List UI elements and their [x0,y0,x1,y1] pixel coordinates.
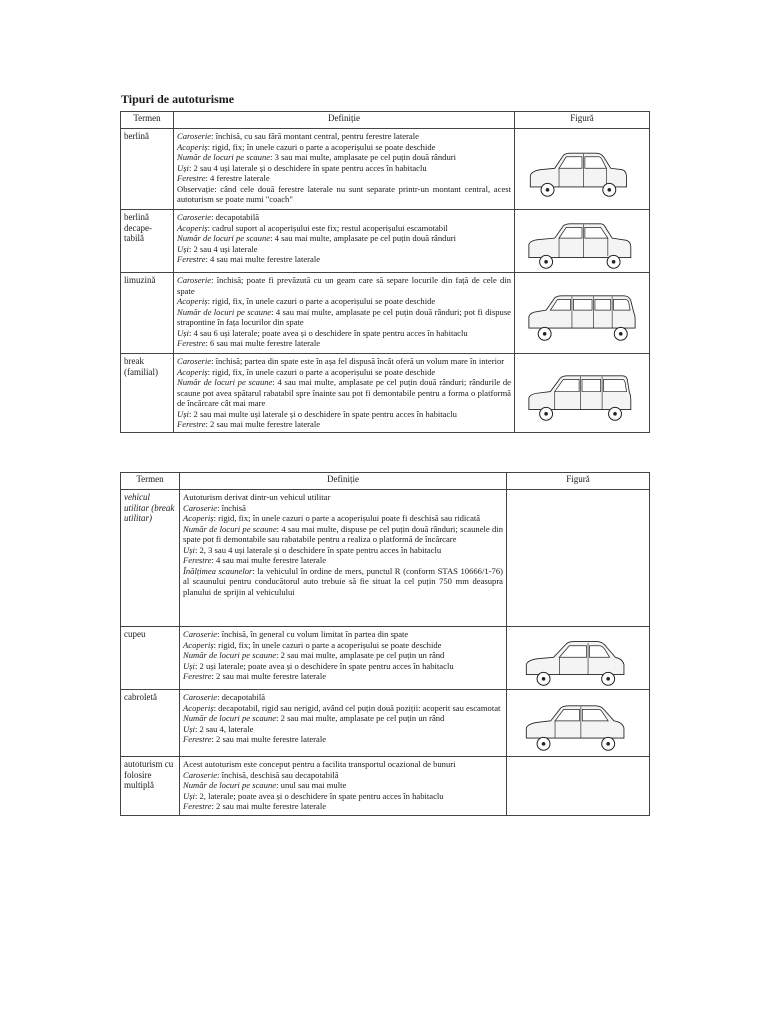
definition-text: cadrul suport al acoperișului este fix; restul acoperișului escamotabil [212,222,448,233]
definition-label: Uși [177,408,189,419]
definition-text: 4 sau 6 uși laterale; poate avea și o deschidere în spate pentru acces în habitaclu [193,327,468,338]
definition-text: închisă, în general cu volum limitat în partea din spate [221,629,409,639]
definition-label: Uși [177,162,189,173]
definition-line: Acoperiș: rigid, fix, în unele cazuri o parte a acoperișului se poate deschide [177,366,436,377]
definition-text: Observație: când cele două ferestre laterale nu sunt separate printr-un montant central, acest autoturism se poate numi "coach" [177,183,511,204]
definition-label: Înălțimea scaunelor [183,565,253,576]
definition-text: 2 sau 4, laterale [199,723,254,734]
definition-label: Acoperiș [177,222,208,233]
definition-line: Ferestre: 2 sau mai multe ferestre laterale [183,734,327,744]
limousine-icon [526,282,638,344]
definition-line: Uși: 2 sau 4 uși laterale și o deschidere în spate pentru acces în habitaclu [177,162,427,173]
definition-text: 2, laterale; poate avea și o deschidere în spate pentru acces în habitaclu [199,790,444,801]
table-2-body [121,490,650,816]
definition-label: Ferestre [177,254,206,264]
definition-cell [180,627,507,690]
definition-line: Uși: 2 sau mai multe uși laterale și o deschidere în spate pentru acces în habitaclu [177,408,457,419]
table-header-row [121,112,650,129]
definition-line: Acoperiș: rigid, fix; în unele cazuri o parte a acoperișului poate fi deschisă sau ridicată [183,513,481,523]
definition-line: Uși: 2 sau 4, laterale [183,723,254,734]
definition-label: Ferestre [183,555,212,565]
definition-text: 2, 3 sau 4 uși laterale și o deschidere în spate pentru acces în habitaclu [199,544,442,555]
definition-cell [180,757,507,816]
term-cell: autoturism cu folosire multiplă [121,757,180,816]
sedan-car-icon [526,138,638,200]
definition-line [177,184,511,205]
figure-cell [507,757,650,816]
definition-text: Acest autoturism este conceput pentru a facilita transportul ocazional de bunuri [183,759,456,769]
definition-text: 2 sau mai multe ferestre laterale [216,671,327,681]
definition-line: Număr de locuri pe scaune: 2 sau mai multe, amplasate pe cel puțin un rând [183,650,445,660]
table-row [121,490,650,627]
definition-line: Caroserie: închisă, cu sau fără montant central, pentru ferestre laterale [177,131,419,141]
definition-label: Acoperiș [183,639,214,650]
definition-text: rigid, fix, în unele cazuri o parte a acoperișului se poate deschide [212,366,436,377]
definition-label: Număr de locuri pe scaune [183,713,277,723]
definition-label: Uși [183,790,195,801]
definition-text: 2 sau mai multe ferestre laterale [210,419,321,429]
definition-cell [174,210,515,273]
definition-line: Acoperiș: rigid, fix; în unele cazuri o parte a acoperișului se poate deschide [177,141,436,152]
definition-text: rigid, fix, în unele cazuri o parte a acoperișului se poate deschide [212,296,436,306]
definition-text: rigid, fix; în unele cazuri o parte a acoperișului se poate deschide [218,639,442,650]
definition-text: 4 sau mai multe ferestre laterale [216,555,327,565]
definition-label: Uși [177,243,189,254]
definition-line: Caroserie: închisă [183,502,246,513]
definition-line: Acoperiș: rigid, fix; în unele cazuri o parte a acoperișului se poate deschide [183,639,442,650]
header-figure: Figură [507,473,650,490]
definition-text: închisă; poate fi prevăzută cu un geam care să separe locurile din față de cele din spate [177,275,511,296]
definition-line [183,759,503,770]
definition-line: Caroserie: închisă, în general cu volum limitat în partea din spate [183,629,409,639]
definition-line: Număr de locuri pe scaune: 2 sau mai multe, amplasate pe cel puțin un rând [183,713,445,723]
definition-label: Acoperiș [177,296,208,306]
term-cell: cupeu [121,627,180,690]
definition-label: Caroserie [183,692,218,702]
definition-line: Număr de locuri pe scaune: 4 sau mai multe, dispuse pe cel puțin două rânduri; scaunele din spate pot fi demontabile sau rabatabile pentru a realiza o platformă de încărcare [183,523,503,544]
definition-text: 2 sau 4 uși laterale și o deschidere în spate pentru acces în habitaclu [193,162,427,173]
definition-line: Ferestre: 4 sau mai multe ferestre laterale [177,254,321,264]
definition-line: Ferestre: 4 sau mai multe ferestre laterale [183,555,327,565]
definition-text: 4 sau mai multe, amplasate pe cel puțin două rânduri [274,233,457,243]
cabriolet-car-icon [522,692,634,754]
definition-label: Număr de locuri pe scaune [177,306,272,317]
definition-text: 2 sau mai multe ferestre laterale [216,734,327,744]
term-cell: vehicul utilitar (break utilitar) [121,490,180,627]
table-row [121,627,650,690]
header-term: Termen [121,473,180,490]
definition-label: Ferestre [183,801,212,811]
definition-label: Număr de locuri pe scaune [183,780,277,790]
definition-line: Număr de locuri pe scaune: 4 sau mai multe, amplasate pe cel puțin două rânduri; rândurile de scaune pot avea spătarul rabatabil spre înainte sau pot fi demontabile pentru a forma o platformă de încărcare cât mai mare [177,377,511,408]
definition-line: Număr de locuri pe scaune: 4 sau mai multe, amplasate pe cel puțin două rânduri; pot fi dispuse strapontine în fața locurilor din spate [177,306,511,327]
definition-line: Ferestre: 2 sau mai multe ferestre laterale [183,671,327,681]
definition-label: Ferestre [177,173,206,183]
figure-cell [507,490,650,627]
definition-text: Autoturism derivat dintr-un vehicul utilitar [183,492,331,502]
definition-line: Număr de locuri pe scaune: unul sau mai multe [183,780,347,790]
definition-line: Acoperiș: decapotabil, rigid sau nerigid, având cel puțin două poziții: acoperit sau escamotat [183,702,501,713]
definition-line: Uși: 2 sau 4 uși laterale [177,243,258,254]
definition-text: decapotabilă [221,692,266,702]
definition-line: Înălțimea scaunelor: la vehiculul în ordine de mers, punctul R (conform STAS 10666/1-76) al scaunului pentru conducătorul auto trebuie să fie situat la cel puțin 750 mm deasupra planului de sprijin al vehiculului [183,565,503,597]
definition-text: 4 ferestre laterale [210,173,270,183]
definition-line: Caroserie: închisă; partea din spate este în așa fel dispusă încât oferă un volum mare în interior [177,356,505,366]
definition-line: Caroserie: închisă; poate fi prevăzută cu un geam care să separe locurile din față de cele din spate [177,275,511,296]
definition-label: Ferestre [183,734,212,744]
definition-cell [174,354,515,433]
definition-text: rigid, fix; în unele cazuri o parte a acoperișului poate fi deschisă sau ridicată [218,513,481,523]
term-cell: break (familial) [121,354,174,433]
definition-text: 4 sau mai multe ferestre laterale [210,254,321,264]
definition-line: Caroserie: decapotabilă [183,692,266,702]
definition-line: Caroserie: închisă, deschisă sau decapotabilă [183,769,339,780]
definition-line: Număr de locuri pe scaune: 3 sau mai multe, amplasate pe cel puțin două rânduri [177,152,457,162]
header-definition: Definiție [180,473,507,490]
convertible-sedan-icon [526,210,638,272]
definition-label: Uși [183,723,195,734]
table-row [121,354,650,433]
term-cell: cabroletă [121,690,180,757]
definition-text: 2 sau mai multe, amplasate pe cel puțin un rând [280,650,445,660]
definition-label: Caroserie [183,629,218,639]
term-cell: berlină decape-tabilă [121,210,174,273]
definition-cell [180,490,507,627]
definition-label: Ferestre [177,338,206,348]
definition-line: Ferestre: 6 sau mai multe ferestre laterale [177,338,321,348]
definition-text: 2 uși laterale; poate avea și o deschidere în spate pentru acces în habitaclu [199,660,454,671]
table-row [121,210,650,273]
definition-text: 2 sau mai multe uși laterale și o deschidere în spate pentru acces în habitaclu [193,408,457,419]
definition-text: decapotabilă [215,212,260,222]
definition-text: închisă, cu sau fără montant central, pentru ferestre laterale [215,131,419,141]
definition-label: Caroserie [177,356,212,366]
table-row [121,690,650,757]
definition-label: Caroserie [183,502,218,513]
vehicle-types-table-1 [120,111,650,433]
definition-label: Număr de locuri pe scaune [177,377,273,387]
term-cell: limuzină [121,273,174,354]
definition-label: Caroserie [177,212,212,222]
definition-line: Ferestre: 2 sau mai multe ferestre laterale [177,419,321,429]
definition-line: Uși: 2, laterale; poate avea și o deschidere în spate pentru acces în habitaclu [183,790,444,801]
definition-label: Ferestre [183,671,212,681]
definition-line: Uși: 4 sau 6 uși laterale; poate avea și o deschidere în spate pentru acces în habitaclu [177,327,468,338]
definition-label: Ferestre [177,419,206,429]
table-header-row [121,473,650,490]
definition-text: închisă; partea din spate este în așa fel dispusă încât oferă un volum mare în interior [215,356,505,366]
definition-line: Uși: 2, 3 sau 4 uși laterale și o deschidere în spate pentru acces în habitaclu [183,544,442,555]
definition-line: Ferestre: 2 sau mai multe ferestre laterale [183,801,327,811]
definition-label: Uși [183,660,195,671]
definition-text: decapotabil, rigid sau nerigid, având cel puțin două poziții: acoperit sau escamotat [218,702,501,713]
definition-label: Caroserie [183,769,218,780]
figure-cell [507,690,650,757]
definition-label: Acoperiș [177,366,208,377]
definition-label: Număr de locuri pe scaune [183,523,277,534]
figure-cell [515,210,650,273]
definition-text: rigid, fix; în unele cazuri o parte a acoperișului se poate deschide [212,141,436,152]
term-cell: berlină [121,129,174,210]
header-figure: Figură [515,112,650,129]
definition-label: Caroserie [177,131,212,141]
definition-label: Uși [177,327,189,338]
table-row [121,129,650,210]
header-term: Termen [121,112,174,129]
definition-line [183,492,503,503]
table-row [121,273,650,354]
vehicle-types-table-2 [120,472,650,816]
definition-text: 4 sau mai multe, amplasate pe cel puțin două rânduri; pot fi dispuse strapontine în fața locurilor din spate [177,306,511,327]
figure-cell [507,627,650,690]
definition-label: Număr de locuri pe scaune [177,233,271,243]
definition-label: Uși [183,544,195,555]
definition-text: închisă, deschisă sau decapotabilă [221,769,339,780]
definition-text: la vehiculul în ordine de mers, punctul R (conform STAS 10666/1-76) al scaunului pentru conducătorul auto trebuie să fie situat la cel puțin 750 mm deasupra planului de sprijin al vehiculului [183,565,503,597]
definition-text: 3 sau mai multe, amplasate pe cel puțin două rânduri [274,152,457,162]
definition-text: 2 sau mai multe, amplasate pe cel puțin un rând [280,713,445,723]
definition-text: 6 sau mai multe ferestre laterale [210,338,321,348]
page-title: Tipuri de autoturisme [121,92,235,106]
definition-text: 4 sau mai multe, dispuse pe cel puțin două rânduri; scaunele din spate pot fi demontabile sau rabatabile pentru a realiza o platformă de încărcare [183,523,503,544]
definition-text: unul sau mai multe [280,780,347,790]
table-row [121,757,650,816]
figure-cell [515,273,650,354]
definition-line: Număr de locuri pe scaune: 4 sau mai multe, amplasate pe cel puțin două rânduri [177,233,457,243]
station-wagon-icon [526,362,638,424]
coupe-car-icon [522,627,634,689]
definition-label: Număr de locuri pe scaune [183,650,277,660]
definition-label: Acoperiș [183,702,214,713]
definition-label: Număr de locuri pe scaune [177,152,271,162]
definition-cell [174,273,515,354]
definition-line: Acoperiș: cadrul suport al acoperișului este fix; restul acoperișului escamotabil [177,222,448,233]
definition-label: Caroserie [177,275,212,285]
definition-cell [174,129,515,210]
definition-text: 4 sau mai multe, amplasate pe cel puțin două rânduri; rândurile de scaune pot avea spătarul rabatabil spre înainte sau pot fi demontabile pentru a forma o platformă de încărcare cât mai mare [177,377,511,408]
definition-text: 2 sau 4 uși laterale [193,243,258,254]
definition-text: închisă [221,502,246,513]
table-1-body [121,129,650,433]
definition-cell [180,690,507,757]
definition-line: Caroserie: decapotabilă [177,212,260,222]
definition-label: Acoperiș [183,513,214,523]
definition-line: Acoperiș: rigid, fix, în unele cazuri o parte a acoperișului se poate deschide [177,296,436,306]
header-definition: Definiție [174,112,515,129]
definition-line: Uși: 2 uși laterale; poate avea și o deschidere în spate pentru acces în habitaclu [183,660,454,671]
definition-label: Acoperiș [177,141,208,152]
definition-line: Ferestre: 4 ferestre laterale [177,173,270,183]
figure-cell [515,129,650,210]
definition-text: 2 sau mai multe ferestre laterale [216,801,327,811]
figure-cell [515,354,650,433]
